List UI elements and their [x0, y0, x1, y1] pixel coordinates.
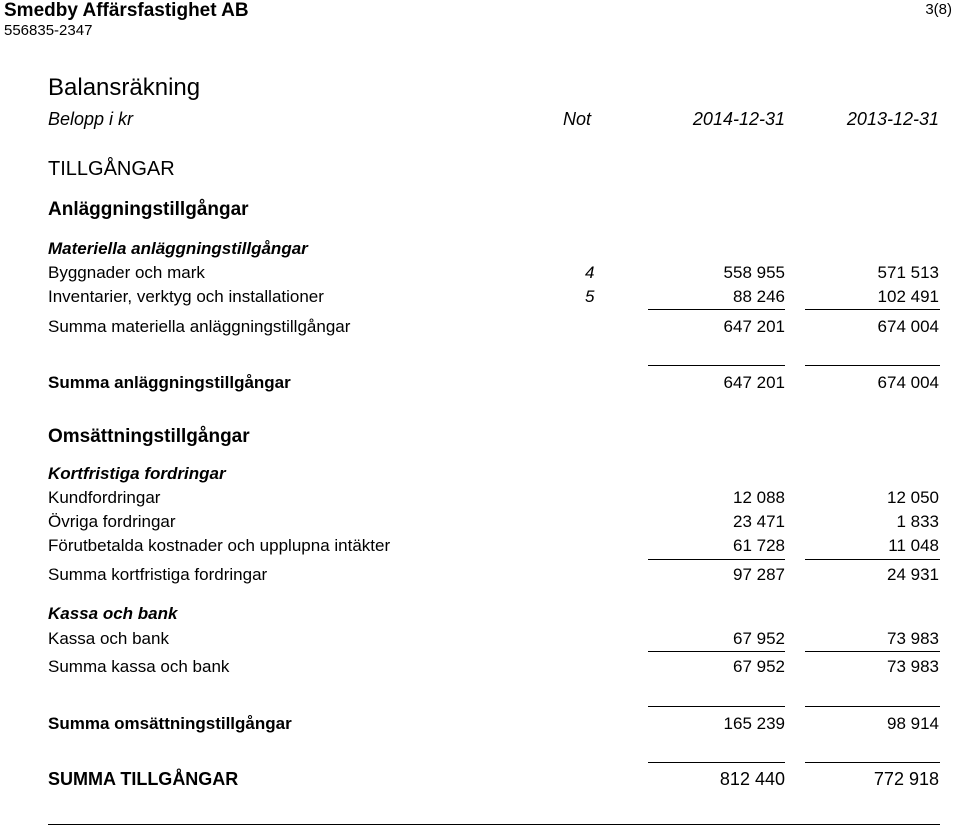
sum-rule: [805, 365, 940, 366]
row-value-previous: 772 918: [873, 769, 939, 789]
row-label: Summa anläggningstillgångar: [48, 373, 291, 392]
sum-rule: [805, 762, 940, 763]
sum-rule: [648, 706, 785, 707]
sum-rule: [805, 309, 940, 310]
closing-rule: [48, 824, 940, 825]
sum-rule: [648, 651, 785, 652]
table-row: [0, 630, 960, 652]
table-row: [0, 489, 960, 511]
org-number: 556835-2347: [4, 22, 93, 39]
current-assets-heading: Omsättningstillgångar: [48, 426, 250, 447]
row-value-previous: 674 004: [877, 373, 939, 392]
total-row: [0, 374, 960, 396]
sum-rule: [648, 365, 785, 366]
row-note: 5: [585, 287, 595, 306]
receivables-heading: Kortfristiga fordringar: [48, 464, 226, 483]
row-value-current: 23 471: [733, 512, 785, 531]
row-value-current: 647 201: [723, 317, 785, 336]
row-label: Summa kassa och bank: [48, 657, 230, 676]
row-label: Inventarier, verktyg och installationer: [48, 287, 324, 306]
sum-rule: [648, 559, 785, 560]
table-row: [0, 513, 960, 535]
page-number: 3(8): [925, 1, 952, 18]
sum-rule: [648, 309, 785, 310]
table-row: [0, 537, 960, 559]
assets-heading: TILLGÅNGAR: [48, 158, 175, 180]
subtotal-row: [0, 658, 960, 680]
row-note: 4: [585, 263, 595, 282]
company-name: Smedby Affärsfastighet AB: [4, 0, 249, 21]
cash-heading: Kassa och bank: [48, 604, 178, 623]
column-header-label: Belopp i kr: [48, 109, 134, 129]
row-label: Kassa och bank: [48, 629, 169, 648]
row-value-previous: 674 004: [877, 317, 939, 336]
row-value-previous: 98 914: [887, 714, 939, 733]
row-value-current: 67 952: [733, 657, 785, 676]
row-label: Summa materiella anläggningstillgångar: [48, 317, 351, 336]
table-row: [0, 288, 960, 310]
column-header-current: 2014-12-31: [692, 109, 785, 129]
row-value-current: 165 239: [723, 714, 785, 733]
row-label: Byggnader och mark: [48, 263, 205, 282]
table-row: [0, 264, 960, 286]
subtotal-row: [0, 566, 960, 588]
row-value-current: 812 440: [719, 769, 785, 789]
document-title: Balansräkning: [48, 74, 201, 101]
row-label: Förutbetalda kostnader och upplupna intäkter: [48, 536, 391, 555]
row-value-previous: 12 050: [887, 488, 939, 507]
sum-rule: [805, 706, 940, 707]
sum-rule: [648, 762, 785, 763]
sum-rule: [805, 559, 940, 560]
subtotal-row: [0, 318, 960, 340]
row-value-current: 647 201: [723, 373, 785, 392]
row-value-current: 88 246: [733, 287, 785, 306]
row-value-previous: 73 983: [887, 629, 939, 648]
tangible-assets-heading: Materiella anläggningstillgångar: [48, 239, 308, 258]
row-label: Övriga fordringar: [48, 512, 176, 531]
row-value-previous: 73 983: [887, 657, 939, 676]
row-value-previous: 11 048: [888, 536, 939, 555]
fixed-assets-heading: Anläggningstillgångar: [48, 199, 249, 220]
row-label: Summa omsättningstillgångar: [48, 714, 292, 733]
row-value-current: 67 952: [733, 629, 785, 648]
row-value-current: 97 287: [733, 565, 785, 584]
row-value-current: 61 728: [733, 536, 785, 555]
row-value-previous: 24 931: [887, 565, 939, 584]
row-value-previous: 571 513: [877, 263, 939, 282]
sum-rule: [805, 651, 940, 652]
row-label: Summa kortfristiga fordringar: [48, 565, 268, 584]
row-label: Kundfordringar: [48, 488, 161, 507]
column-header-note: Not: [563, 109, 592, 129]
total-row: [0, 715, 960, 737]
column-header-previous: 2013-12-31: [846, 109, 939, 129]
grand-total-row: [0, 770, 960, 792]
row-value-current: 558 955: [723, 263, 785, 282]
row-value-current: 12 088: [733, 488, 785, 507]
row-value-previous: 102 491: [877, 287, 939, 306]
row-value-previous: 1 833: [896, 512, 939, 531]
row-label: SUMMA TILLGÅNGAR: [48, 769, 239, 789]
